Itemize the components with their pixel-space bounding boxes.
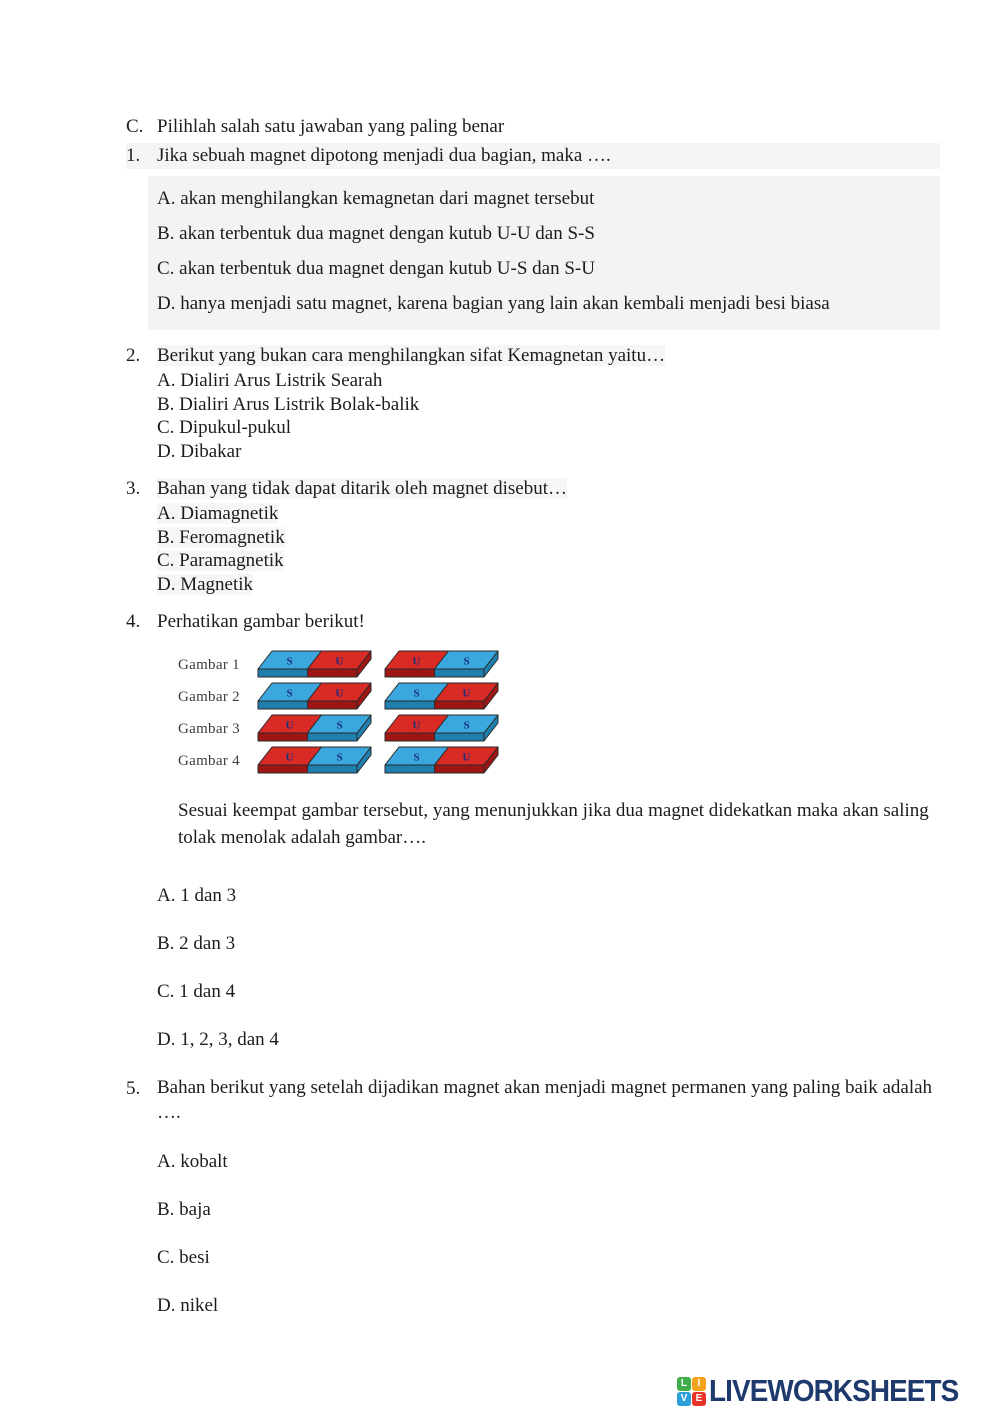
svg-text:U: U [462,687,471,700]
svg-text:U: U [335,687,344,700]
option[interactable]: A. akan menghilangkan kemagnetan dari magnet tersebut [157,188,595,209]
question-4-options [157,883,940,1053]
figure-row-label: Gambar 2 [178,688,240,705]
svg-text:S: S [336,719,343,732]
liveworksheets-footer[interactable] [677,1373,986,1409]
magnet-bar-us [383,714,499,744]
question-5-number: 5. [126,1078,141,1099]
option[interactable]: D. 1, 2, 3, dan 4 [157,1029,279,1050]
question-3-number: 3. [126,478,141,499]
figure-row [178,649,940,681]
option[interactable]: B. 2 dan 3 [157,933,236,954]
option[interactable]: A. Dialiri Arus Listrik Searah [157,370,383,391]
question-2-text: Berikut yang bukan cara menghilangkan sifat Kemagnetan yaitu… [157,345,666,366]
figure-row-label: Gambar 1 [178,656,240,673]
question-5-options [157,1149,940,1319]
option[interactable]: D. Dibakar [157,440,242,462]
question-1-options [148,176,940,330]
liveworksheets-logo-icon [677,1377,706,1406]
svg-text:U: U [412,719,421,732]
logo-square-e: E [692,1392,706,1406]
question-1-number: 1. [126,145,141,166]
option[interactable]: D. hanya menjadi satu magnet, karena bagian yang lain akan kembali menjadi besi biasa [157,293,830,314]
logo-square-v: V [677,1392,691,1406]
question-5-header [126,1076,940,1125]
question-4-text: Perhatikan gambar berikut! [157,611,365,632]
magnet-bar-su [256,682,372,712]
section-header [126,114,940,140]
question-5-text: Bahan berikut yang setelah dijadikan magnet akan menjadi magnet permanen yang paling baik adalah …. [157,1077,933,1123]
question-1-header [126,143,940,169]
option[interactable]: C. akan terbentuk dua magnet dengan kutub U-S dan S-U [157,258,595,279]
svg-text:S: S [286,687,293,700]
option[interactable]: B. Feromagnetik [157,526,285,548]
magnet-bar-su [256,650,372,680]
figure-row-label: Gambar 3 [178,720,240,737]
option[interactable]: C. besi [157,1247,210,1268]
question-2-number: 2. [126,345,141,366]
magnet-bar-su [383,682,499,712]
option[interactable]: D. Magnetik [157,573,254,595]
question-4-header [126,609,940,635]
svg-text:U: U [285,719,294,732]
svg-text:U: U [412,655,421,668]
question-3 [126,476,940,596]
logo-square-i: I [692,1377,706,1391]
brand-wordmark: LIVEWORKSHEETS [708,1373,959,1408]
svg-text:S: S [413,687,420,700]
magnet-figure [178,649,940,777]
option[interactable]: A. kobalt [157,1151,228,1172]
option[interactable]: B. baja [157,1199,211,1220]
question-5 [126,1076,940,1319]
question-3-header [126,476,940,502]
option[interactable]: A. Diamagnetik [157,503,279,524]
magnet-bar-us [383,650,499,680]
svg-text:U: U [462,751,471,764]
magnet-bar-su [383,746,499,776]
option[interactable]: B. akan terbentuk dua magnet dengan kutub U-U dan S-S [157,223,595,244]
option[interactable]: B. Dialiri Arus Listrik Bolak-balik [157,393,420,415]
svg-text:S: S [463,655,470,668]
svg-text:S: S [463,719,470,732]
option[interactable]: C. Paramagnetik [157,550,284,571]
question-1-text: Jika sebuah magnet dipotong menjadi dua bagian, maka …. [157,145,611,166]
question-2-header [126,343,940,369]
magnet-bar-us [256,746,372,776]
svg-text:S: S [336,751,343,764]
figure-row [178,681,940,713]
option[interactable]: D. nikel [157,1295,219,1316]
question-3-options [157,502,940,596]
option[interactable]: C. 1 dan 4 [157,981,236,1002]
logo-square-l: L [677,1377,691,1391]
question-4-followup: Sesuai keempat gambar tersebut, yang menunjukkan jika dua magnet didekatkan maka akan saling tolak menolak adalah gambar…. [178,800,929,848]
figure-row [178,713,940,745]
figure-row-label: Gambar 4 [178,752,240,769]
svg-text:S: S [413,751,420,764]
question-2-options [157,369,940,463]
option[interactable]: A. 1 dan 3 [157,885,237,906]
svg-text:S: S [286,655,293,668]
svg-text:U: U [285,751,294,764]
question-1 [126,143,940,330]
svg-text:U: U [335,655,344,668]
figure-row [178,745,940,777]
question-4-number: 4. [126,611,141,632]
magnet-bar-us [256,714,372,744]
question-2 [126,343,940,463]
section-marker: C. [126,116,144,137]
question-3-text: Bahan yang tidak dapat ditarik oleh magnet disebut… [157,478,567,499]
question-4 [126,609,940,1053]
section-title: Pilihlah salah satu jawaban yang paling benar [157,116,505,137]
option[interactable]: C. Dipukul-pukul [157,417,292,438]
